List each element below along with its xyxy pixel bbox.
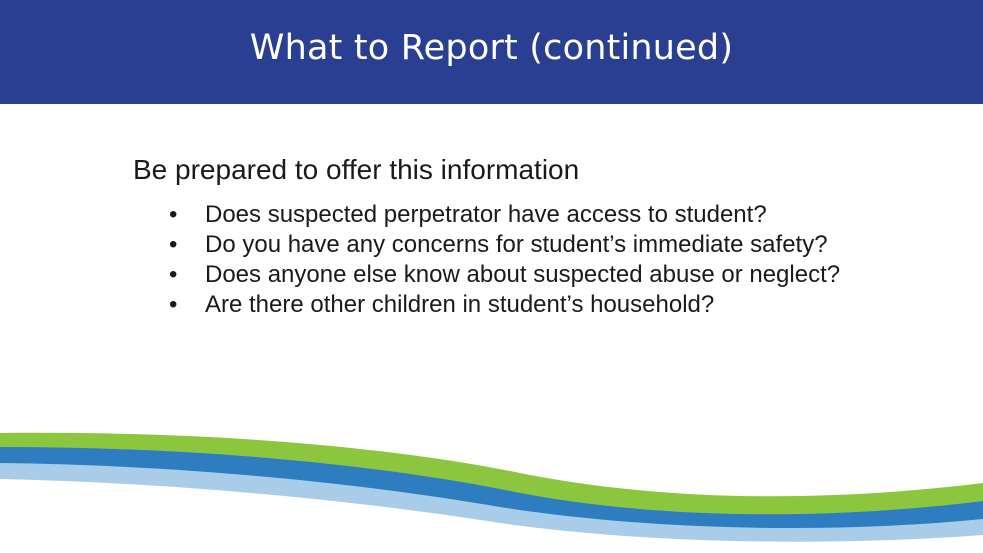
bullet-item — [133, 260, 893, 290]
bullet-dot-icon: • — [169, 261, 178, 288]
bullet-text: Are there other children in student’s household? — [205, 291, 715, 318]
bullet-text: Do you have any concerns for student’s immediate safety? — [205, 231, 828, 258]
bullet-list — [133, 200, 893, 320]
bullet-item — [133, 230, 893, 260]
slide-content — [133, 150, 893, 320]
bullet-dot-icon: • — [169, 291, 178, 318]
decorative-wave — [0, 423, 983, 553]
bullet-dot-icon: • — [169, 231, 178, 258]
header-band — [0, 0, 983, 104]
slide-title: What to Report (continued) — [249, 28, 734, 68]
bullet-item — [133, 200, 893, 230]
bullet-text: Does suspected perpetrator have access to student? — [205, 201, 767, 228]
lead-text: Be prepared to offer this information — [133, 154, 580, 185]
bullet-text: Does anyone else know about suspected abuse or neglect? — [205, 261, 841, 288]
bullet-item — [133, 290, 893, 320]
bullet-dot-icon: • — [169, 201, 178, 228]
